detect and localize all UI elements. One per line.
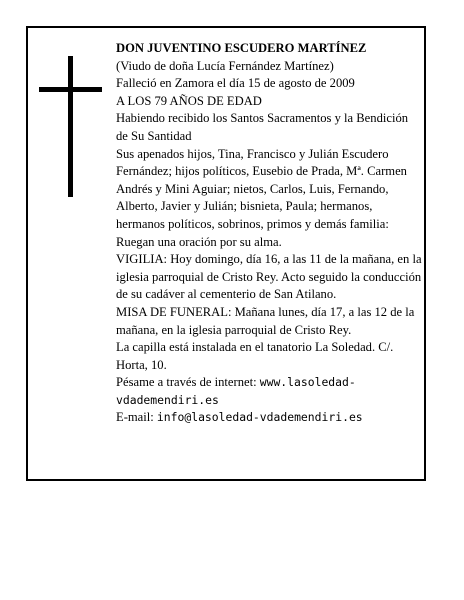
email-prefix: E-mail: (116, 410, 157, 425)
death-line: Falleció en Zamora el día 15 de agosto de 2009 (116, 76, 355, 91)
cross-horizontal-bar (39, 87, 102, 92)
deceased-name: DON JUVENTINO ESCUDERO MARTÍNEZ (116, 41, 367, 55)
notice-text (116, 40, 422, 427)
widow-of-line: (Viudo de doña Lucía Fernández Martínez) (116, 58, 334, 73)
vigil-paragraph: VIGILIA: Hoy domingo, día 16, a las 11 de la mañana, en la iglesia parroquial de Cristo Rey. Acto seguido la conducción de su cadáver al cementerio de San Atilano. (116, 252, 422, 302)
family-paragraph: Sus apenados hijos, Tina, Francisco y Julián Escudero Fernández; hijos políticos, Eusebio de Prada, Mª. Carmen Andrés y Mini Aguiar; nietos, Carlos, Luis, Fernando, Alberto, Javier y Julián; bisnieta, Paula; hermanos, hermanos políticos, sobrinos, primos y demás familia: (116, 146, 407, 231)
condolence-line (116, 374, 422, 409)
prayer-line: Ruegan una oración por su alma. (116, 234, 282, 249)
chapel-paragraph: La capilla está instalada en el tanatorio La Soledad. C/. Horta, 10. (116, 340, 394, 372)
age-line: A LOS 79 AÑOS DE EDAD (116, 93, 262, 108)
funeral-paragraph: MISA DE FUNERAL: Mañana lunes, día 17, a las 12 de la mañana, en la iglesia parroquial de Cristo Rey. (116, 304, 415, 337)
email-line (116, 409, 422, 427)
email-link[interactable]: info@lasoledad-vdademendiri.es (156, 410, 363, 425)
condolence-link[interactable]: www.lasoledad-vdademendiri.es (116, 375, 356, 407)
cross-vertical-bar (68, 56, 73, 197)
obituary-notice (26, 26, 426, 481)
condolence-prefix: Pésame a través de internet: (116, 375, 260, 390)
sacraments-line: Habiendo recibido los Santos Sacramentos y la Bendición de Su Santidad (116, 111, 409, 143)
